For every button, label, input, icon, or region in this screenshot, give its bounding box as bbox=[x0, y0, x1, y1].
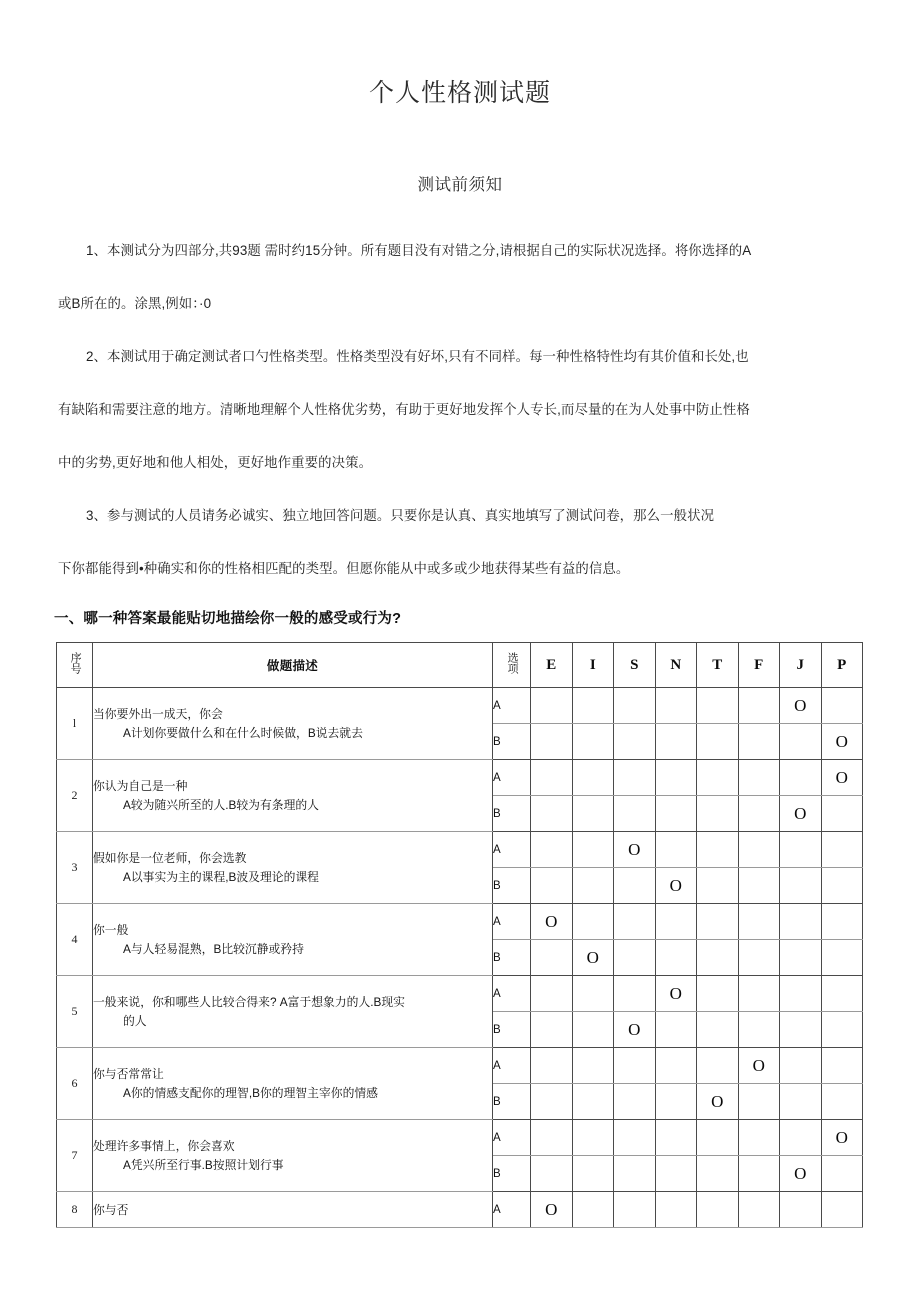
question-choices-text: 的人 bbox=[123, 1013, 147, 1028]
table-row bbox=[57, 1048, 863, 1084]
question-description bbox=[93, 1192, 493, 1228]
answer-cell-i[interactable] bbox=[572, 1012, 614, 1048]
answer-cell-s[interactable] bbox=[614, 724, 656, 760]
option-label-b[interactable]: B bbox=[493, 1084, 531, 1120]
option-label-a[interactable]: A bbox=[493, 1192, 531, 1228]
question-text: 一般来说，你和哪些人比较合得来? A富于想象力的人.B现实 bbox=[93, 995, 405, 1010]
answer-cell-f[interactable] bbox=[738, 1192, 780, 1228]
answer-cell-s[interactable] bbox=[614, 1084, 656, 1120]
answer-cell-p[interactable] bbox=[821, 832, 863, 868]
column-header-s: S bbox=[614, 643, 656, 688]
answer-cell-p[interactable] bbox=[821, 1192, 863, 1228]
answer-cell-s[interactable] bbox=[614, 1156, 656, 1192]
question-number: 6 bbox=[57, 1048, 93, 1120]
answer-cell-t[interactable] bbox=[697, 796, 739, 832]
question-number: 2 bbox=[57, 760, 93, 832]
answer-cell-i[interactable] bbox=[572, 1084, 614, 1120]
answer-cell-t[interactable] bbox=[697, 904, 739, 940]
answer-cell-s[interactable] bbox=[614, 796, 656, 832]
table-row bbox=[57, 760, 863, 796]
quiz-table-head bbox=[57, 643, 863, 688]
answer-cell-s[interactable] bbox=[614, 688, 656, 724]
answer-cell-e[interactable] bbox=[531, 1012, 573, 1048]
table-row bbox=[57, 904, 863, 940]
answer-cell-f[interactable] bbox=[738, 1012, 780, 1048]
question-description bbox=[93, 760, 493, 832]
answer-cell-e[interactable] bbox=[531, 796, 573, 832]
page-title: 个人性格测试题 bbox=[368, 79, 551, 107]
table-header-row bbox=[57, 643, 863, 688]
answer-cell-p[interactable] bbox=[821, 940, 863, 976]
answer-cell-j[interactable] bbox=[780, 940, 822, 976]
answer-cell-f[interactable]: O bbox=[738, 1048, 780, 1084]
answer-cell-e[interactable] bbox=[531, 1156, 573, 1192]
option-label-b[interactable]: B bbox=[493, 724, 531, 760]
question-description bbox=[93, 904, 493, 976]
answer-cell-n[interactable] bbox=[655, 688, 697, 724]
answer-cell-j[interactable] bbox=[780, 1192, 822, 1228]
intro-section bbox=[0, 195, 920, 595]
section-heading: 一、哪一种答案最能贴切地描绘你一般的感受或行为? bbox=[54, 611, 402, 628]
answer-cell-i[interactable] bbox=[572, 796, 614, 832]
answer-cell-n[interactable] bbox=[655, 796, 697, 832]
answer-cell-f[interactable] bbox=[738, 688, 780, 724]
question-text: 假如你是一位老师，你会选教 bbox=[93, 851, 247, 866]
answer-cell-n[interactable] bbox=[655, 1012, 697, 1048]
answer-cell-i[interactable] bbox=[572, 688, 614, 724]
column-header-j: J bbox=[780, 643, 822, 688]
answer-cell-s[interactable] bbox=[614, 940, 656, 976]
answer-cell-j[interactable] bbox=[780, 868, 822, 904]
option-label-a[interactable]: A bbox=[493, 976, 531, 1012]
option-label-b[interactable]: B bbox=[493, 796, 531, 832]
answer-cell-n[interactable] bbox=[655, 1156, 697, 1192]
intro-p1-line1: 1、本测试分为四部分,共93题 需时约15分钟。所有题目没有对错之分,请根据自己的实际状况选择。将你选择的A bbox=[86, 243, 752, 259]
intro-p2-line2: 有缺陷和需要注意的地方。清晰地理解个人性格优劣势，有助于更好地发挥个人专长,而尽量的在为人处事中防止性格 bbox=[58, 402, 750, 418]
answer-cell-s[interactable] bbox=[614, 1120, 656, 1156]
table-row bbox=[57, 1192, 863, 1228]
answer-cell-p[interactable] bbox=[821, 904, 863, 940]
answer-cell-p[interactable] bbox=[821, 1012, 863, 1048]
column-header-e: E bbox=[531, 643, 573, 688]
question-choices-text: A你的情感支配你的理智,B你的理智主宰你的情感 bbox=[123, 1085, 378, 1100]
answer-cell-t[interactable]: O bbox=[697, 1084, 739, 1120]
answer-cell-i[interactable] bbox=[572, 724, 614, 760]
option-label-a[interactable]: A bbox=[493, 1048, 531, 1084]
column-header-seq bbox=[57, 643, 93, 688]
answer-cell-e[interactable] bbox=[531, 760, 573, 796]
answer-cell-t[interactable] bbox=[697, 976, 739, 1012]
answer-cell-n[interactable]: O bbox=[655, 976, 697, 1012]
answer-cell-f[interactable] bbox=[738, 940, 780, 976]
option-label-a[interactable]: A bbox=[493, 1120, 531, 1156]
question-number: 4 bbox=[57, 904, 93, 976]
question-choices-text: A与人轻易混熟，B比较沉静或矜持 bbox=[123, 941, 304, 956]
answer-cell-s[interactable] bbox=[614, 760, 656, 796]
answer-cell-p[interactable] bbox=[821, 1156, 863, 1192]
answer-cell-n[interactable] bbox=[655, 1048, 697, 1084]
question-text: 你一般 bbox=[93, 923, 129, 938]
answer-cell-t[interactable] bbox=[697, 832, 739, 868]
question-choices-text: A较为随兴所至的人.B较为有条理的人 bbox=[123, 797, 319, 812]
option-label-b[interactable]: B bbox=[493, 1156, 531, 1192]
answer-cell-j[interactable] bbox=[780, 832, 822, 868]
answer-cell-e[interactable] bbox=[531, 1048, 573, 1084]
question-number: 3 bbox=[57, 832, 93, 904]
question-text: 你认为自己是一种 bbox=[93, 779, 188, 794]
answer-cell-s[interactable]: O bbox=[614, 832, 656, 868]
answer-cell-e[interactable] bbox=[531, 940, 573, 976]
answer-cell-t[interactable] bbox=[697, 940, 739, 976]
answer-cell-p[interactable] bbox=[821, 1048, 863, 1084]
answer-cell-t[interactable] bbox=[697, 1120, 739, 1156]
answer-cell-p[interactable]: O bbox=[821, 1120, 863, 1156]
answer-cell-i[interactable] bbox=[572, 904, 614, 940]
question-number: 8 bbox=[57, 1192, 93, 1228]
intro-p2-line1: 2、本测试用于确定测试者口勺性格类型。性格类型没有好坏,只有不同样。每一种性格特性均有其价值和长处,也 bbox=[86, 349, 749, 365]
answer-cell-s[interactable] bbox=[614, 1048, 656, 1084]
answer-cell-t[interactable] bbox=[697, 1012, 739, 1048]
option-label-a[interactable]: A bbox=[493, 688, 531, 724]
question-choices-text: A计划你要做什么和在什么时候做，B说去就去 bbox=[123, 725, 363, 740]
question-description bbox=[93, 1120, 493, 1192]
intro-paragraph-3-cont bbox=[58, 542, 860, 595]
intro-paragraph-3 bbox=[58, 489, 860, 542]
answer-cell-i[interactable] bbox=[572, 1156, 614, 1192]
column-header-option-label: 选项 bbox=[506, 651, 519, 674]
column-header-n: N bbox=[655, 643, 697, 688]
answer-cell-i[interactable] bbox=[572, 1048, 614, 1084]
answer-cell-t[interactable] bbox=[697, 1192, 739, 1228]
intro-p1-line2: 或B所在的。涂黑,例如：·0 bbox=[58, 296, 212, 312]
question-description bbox=[93, 688, 493, 760]
answer-cell-t[interactable] bbox=[697, 1048, 739, 1084]
table-row bbox=[57, 976, 863, 1012]
answer-cell-n[interactable] bbox=[655, 1192, 697, 1228]
question-number: 5 bbox=[57, 976, 93, 1048]
intro-paragraph-1 bbox=[58, 195, 860, 277]
answer-cell-i[interactable] bbox=[572, 832, 614, 868]
answer-cell-j[interactable]: O bbox=[780, 1156, 822, 1192]
answer-cell-j[interactable] bbox=[780, 976, 822, 1012]
question-description bbox=[93, 832, 493, 904]
intro-paragraph-2 bbox=[58, 330, 860, 383]
answer-cell-e[interactable] bbox=[531, 724, 573, 760]
answer-cell-e[interactable]: O bbox=[531, 904, 573, 940]
answer-cell-f[interactable] bbox=[738, 1156, 780, 1192]
answer-cell-i[interactable] bbox=[572, 760, 614, 796]
answer-cell-p[interactable] bbox=[821, 796, 863, 832]
answer-cell-s[interactable] bbox=[614, 868, 656, 904]
column-header-seq-label: 序号 bbox=[69, 651, 82, 674]
option-label-a[interactable]: A bbox=[493, 832, 531, 868]
answer-cell-e[interactable] bbox=[531, 868, 573, 904]
question-choices-text: A凭兴所至行事.B按照计划行事 bbox=[123, 1157, 284, 1172]
intro-p3-line2: 下你都能得到•种确实和你的性格相匹配的类型。但愿你能从中或多或少地获得某些有益的信息。 bbox=[58, 561, 630, 577]
answer-cell-f[interactable] bbox=[738, 1120, 780, 1156]
option-label-b[interactable]: B bbox=[493, 868, 531, 904]
answer-cell-n[interactable] bbox=[655, 904, 697, 940]
column-header-f: F bbox=[738, 643, 780, 688]
column-header-option bbox=[493, 643, 531, 688]
answer-cell-j[interactable] bbox=[780, 1120, 822, 1156]
table-row bbox=[57, 1120, 863, 1156]
answer-cell-s[interactable] bbox=[614, 976, 656, 1012]
answer-cell-e[interactable] bbox=[531, 1120, 573, 1156]
intro-paragraph-2-cont-2 bbox=[58, 436, 860, 489]
answer-cell-j[interactable] bbox=[780, 1048, 822, 1084]
answer-cell-f[interactable] bbox=[738, 976, 780, 1012]
answer-cell-n[interactable] bbox=[655, 940, 697, 976]
answer-cell-j[interactable] bbox=[780, 1012, 822, 1048]
column-header-p: P bbox=[821, 643, 863, 688]
answer-cell-e[interactable] bbox=[531, 832, 573, 868]
answer-cell-p[interactable] bbox=[821, 868, 863, 904]
answer-cell-f[interactable] bbox=[738, 724, 780, 760]
option-label-a[interactable]: A bbox=[493, 904, 531, 940]
intro-p3-line1: 3、参与测试的人员请务必诚实、独立地回答问题。只要你是认真、真实地填写了测试问卷，那么一般状况 bbox=[86, 508, 715, 524]
answer-cell-t[interactable] bbox=[697, 760, 739, 796]
answer-cell-f[interactable] bbox=[738, 1084, 780, 1120]
answer-cell-j[interactable] bbox=[780, 904, 822, 940]
option-label-a[interactable]: A bbox=[493, 760, 531, 796]
answer-cell-n[interactable]: O bbox=[655, 868, 697, 904]
answer-cell-s[interactable] bbox=[614, 904, 656, 940]
answer-cell-e[interactable] bbox=[531, 688, 573, 724]
quiz-table-wrapper bbox=[0, 628, 920, 1228]
intro-paragraph-2-cont-1 bbox=[58, 383, 860, 436]
table-row bbox=[57, 688, 863, 724]
option-label-b[interactable]: B bbox=[493, 1012, 531, 1048]
question-text: 当你要外出一成天，你会 bbox=[93, 707, 223, 722]
answer-cell-s[interactable]: O bbox=[614, 1012, 656, 1048]
answer-cell-n[interactable] bbox=[655, 1120, 697, 1156]
question-number: l bbox=[57, 688, 93, 760]
answer-cell-f[interactable] bbox=[738, 868, 780, 904]
answer-cell-t[interactable] bbox=[697, 724, 739, 760]
column-header-i: I bbox=[572, 643, 614, 688]
answer-cell-n[interactable] bbox=[655, 832, 697, 868]
answer-cell-e[interactable]: O bbox=[531, 1192, 573, 1228]
answer-cell-j[interactable] bbox=[780, 724, 822, 760]
answer-cell-n[interactable] bbox=[655, 724, 697, 760]
answer-cell-p[interactable] bbox=[821, 976, 863, 1012]
answer-cell-f[interactable] bbox=[738, 760, 780, 796]
column-header-description: 做题描述 bbox=[93, 643, 493, 688]
question-text: 你与否 bbox=[93, 1202, 129, 1217]
table-row bbox=[57, 832, 863, 868]
question-description bbox=[93, 976, 493, 1048]
answer-cell-i[interactable] bbox=[572, 1192, 614, 1228]
answer-cell-f[interactable] bbox=[738, 796, 780, 832]
answer-cell-t[interactable] bbox=[697, 868, 739, 904]
question-choices-text: A以事实为主的课程,B波及理论的课程 bbox=[123, 869, 319, 884]
question-text: 处理许多事情上，你会喜欢 bbox=[93, 1139, 235, 1154]
answer-cell-n[interactable] bbox=[655, 1084, 697, 1120]
question-text: 你与否常常让 bbox=[93, 1067, 164, 1082]
answer-cell-f[interactable] bbox=[738, 832, 780, 868]
quiz-table-body bbox=[57, 688, 863, 1228]
answer-cell-p[interactable]: O bbox=[821, 724, 863, 760]
answer-cell-i[interactable] bbox=[572, 1120, 614, 1156]
answer-cell-j[interactable] bbox=[780, 1084, 822, 1120]
answer-cell-i[interactable] bbox=[572, 868, 614, 904]
answer-cell-j[interactable]: O bbox=[780, 688, 822, 724]
question-description bbox=[93, 1048, 493, 1120]
quiz-table bbox=[56, 642, 863, 1228]
answer-cell-s[interactable] bbox=[614, 1192, 656, 1228]
answer-cell-p[interactable] bbox=[821, 688, 863, 724]
answer-cell-i[interactable]: O bbox=[572, 940, 614, 976]
answer-cell-p[interactable] bbox=[821, 1084, 863, 1120]
option-label-b[interactable]: B bbox=[493, 940, 531, 976]
answer-cell-e[interactable] bbox=[531, 1084, 573, 1120]
answer-cell-j[interactable] bbox=[780, 760, 822, 796]
answer-cell-j[interactable]: O bbox=[780, 796, 822, 832]
answer-cell-n[interactable] bbox=[655, 760, 697, 796]
answer-cell-f[interactable] bbox=[738, 904, 780, 940]
document-subtitle: 测试前须知 bbox=[417, 176, 503, 195]
answer-cell-i[interactable] bbox=[572, 976, 614, 1012]
answer-cell-t[interactable] bbox=[697, 1156, 739, 1192]
answer-cell-e[interactable] bbox=[531, 976, 573, 1012]
column-header-t: T bbox=[697, 643, 739, 688]
intro-paragraph-1-cont bbox=[58, 277, 860, 330]
answer-cell-p[interactable]: O bbox=[821, 760, 863, 796]
answer-cell-t[interactable] bbox=[697, 688, 739, 724]
intro-p2-line3: 中的劣势,更好地和他人相处，更好地作重要的决策。 bbox=[58, 455, 373, 471]
question-number: 7 bbox=[57, 1120, 93, 1192]
